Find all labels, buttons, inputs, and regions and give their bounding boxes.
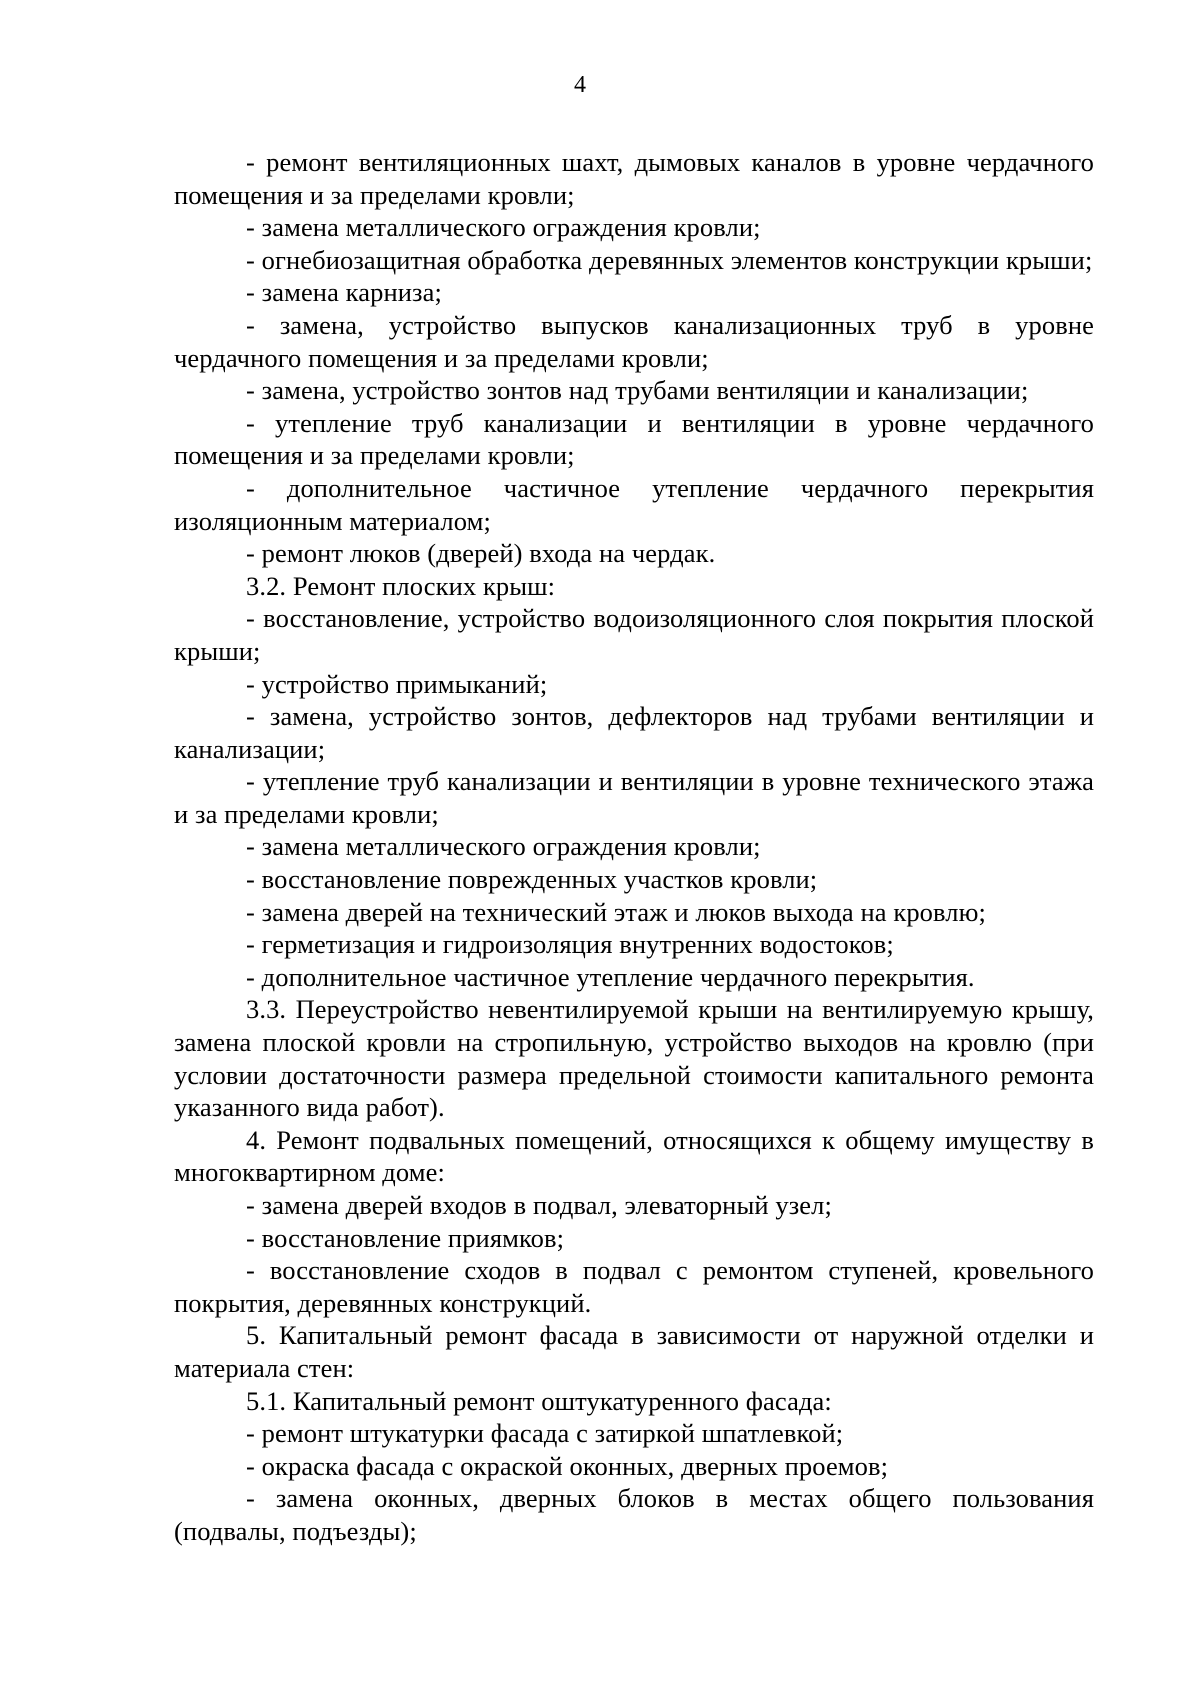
paragraph: - замена оконных, дверных блоков в местах общего пользования (подвалы, подъезды);: [174, 1483, 1094, 1546]
paragraph: - дополнительное частичное утепление чердачного перекрытия.: [246, 961, 975, 992]
page-number: 4: [574, 72, 586, 98]
paragraph: - замена металлического ограждения кровли;: [246, 212, 761, 243]
paragraph: - окраска фасада с окраской оконных, дверных проемов;: [246, 1450, 889, 1481]
paragraph: - ремонт штукатурки фасада с затиркой шпатлевкой;: [246, 1418, 844, 1449]
paragraph: - восстановление приямков;: [246, 1222, 565, 1253]
document-body: [174, 146, 1094, 1548]
section-heading: 4. Ремонт подвальных помещений, относящихся к общему имуществу в многоквартирном доме:: [174, 1124, 1094, 1188]
paragraph: - замена дверей входов в подвал, элеваторный узел;: [246, 1190, 832, 1220]
paragraph: - огнебиозащитная обработка деревянных элементов конструкции крыши;: [246, 244, 1093, 275]
section-heading: 3.2. Ремонт плоских крыш:: [246, 570, 556, 601]
section-heading: 3.3. Переустройство невентилируемой крыши на вентилируемую крышу, замена плоской кровли на стропильную, устройство выходов на кровлю (при условии достаточности размера предельной стоимости капитального ремонта указанного вида работ).: [174, 994, 1094, 1123]
paragraph: - замена металлического ограждения кровли;: [246, 831, 761, 862]
paragraph: - герметизация и гидроизоляция внутренних водостоков;: [246, 929, 894, 960]
paragraph: - замена дверей на технический этаж и люков выхода на кровлю;: [246, 896, 986, 927]
section-heading: 5.1. Капитальный ремонт оштукатуренного фасада:: [246, 1385, 832, 1416]
paragraph: - дополнительное частичное утепление чердачного перекрытия изоляционным материалом;: [174, 472, 1094, 536]
paragraph: - восстановление, устройство водоизоляционного слоя покрытия плоской крыши;: [174, 603, 1094, 666]
paragraph: - замена, устройство зонтов, дефлекторов над трубами вентиляции и канализации;: [174, 701, 1094, 764]
paragraph: - восстановление поврежденных участков кровли;: [246, 864, 818, 895]
paragraph: - ремонт люков (дверей) входа на чердак.: [246, 538, 716, 569]
paragraph: - утепление труб канализации и вентиляции в уровне технического этажа и за пределами кровли;: [174, 766, 1094, 829]
paragraph: - утепление труб канализации и вентиляции в уровне чердачного помещения и за пределами кровли;: [174, 407, 1094, 471]
paragraph: - ремонт вентиляционных шахт, дымовых каналов в уровне чердачного помещения и за пределами кровли;: [174, 147, 1094, 210]
paragraph: - восстановление сходов в подвал с ремонтом ступеней, кровельного покрытия, деревянных конструкций.: [174, 1255, 1094, 1318]
paragraph: - замена, устройство выпусков канализационных труб в уровне чердачного помещения и за пределами кровли;: [174, 309, 1094, 373]
paragraph: - устройство примыканий;: [246, 668, 548, 699]
section-heading: 5. Капитальный ремонт фасада в зависимости от наружной отделки и материала стен:: [174, 1320, 1094, 1383]
paragraph: - замена карниза;: [246, 277, 442, 308]
paragraph: - замена, устройство зонтов над трубами вентиляции и канализации;: [246, 375, 1029, 406]
